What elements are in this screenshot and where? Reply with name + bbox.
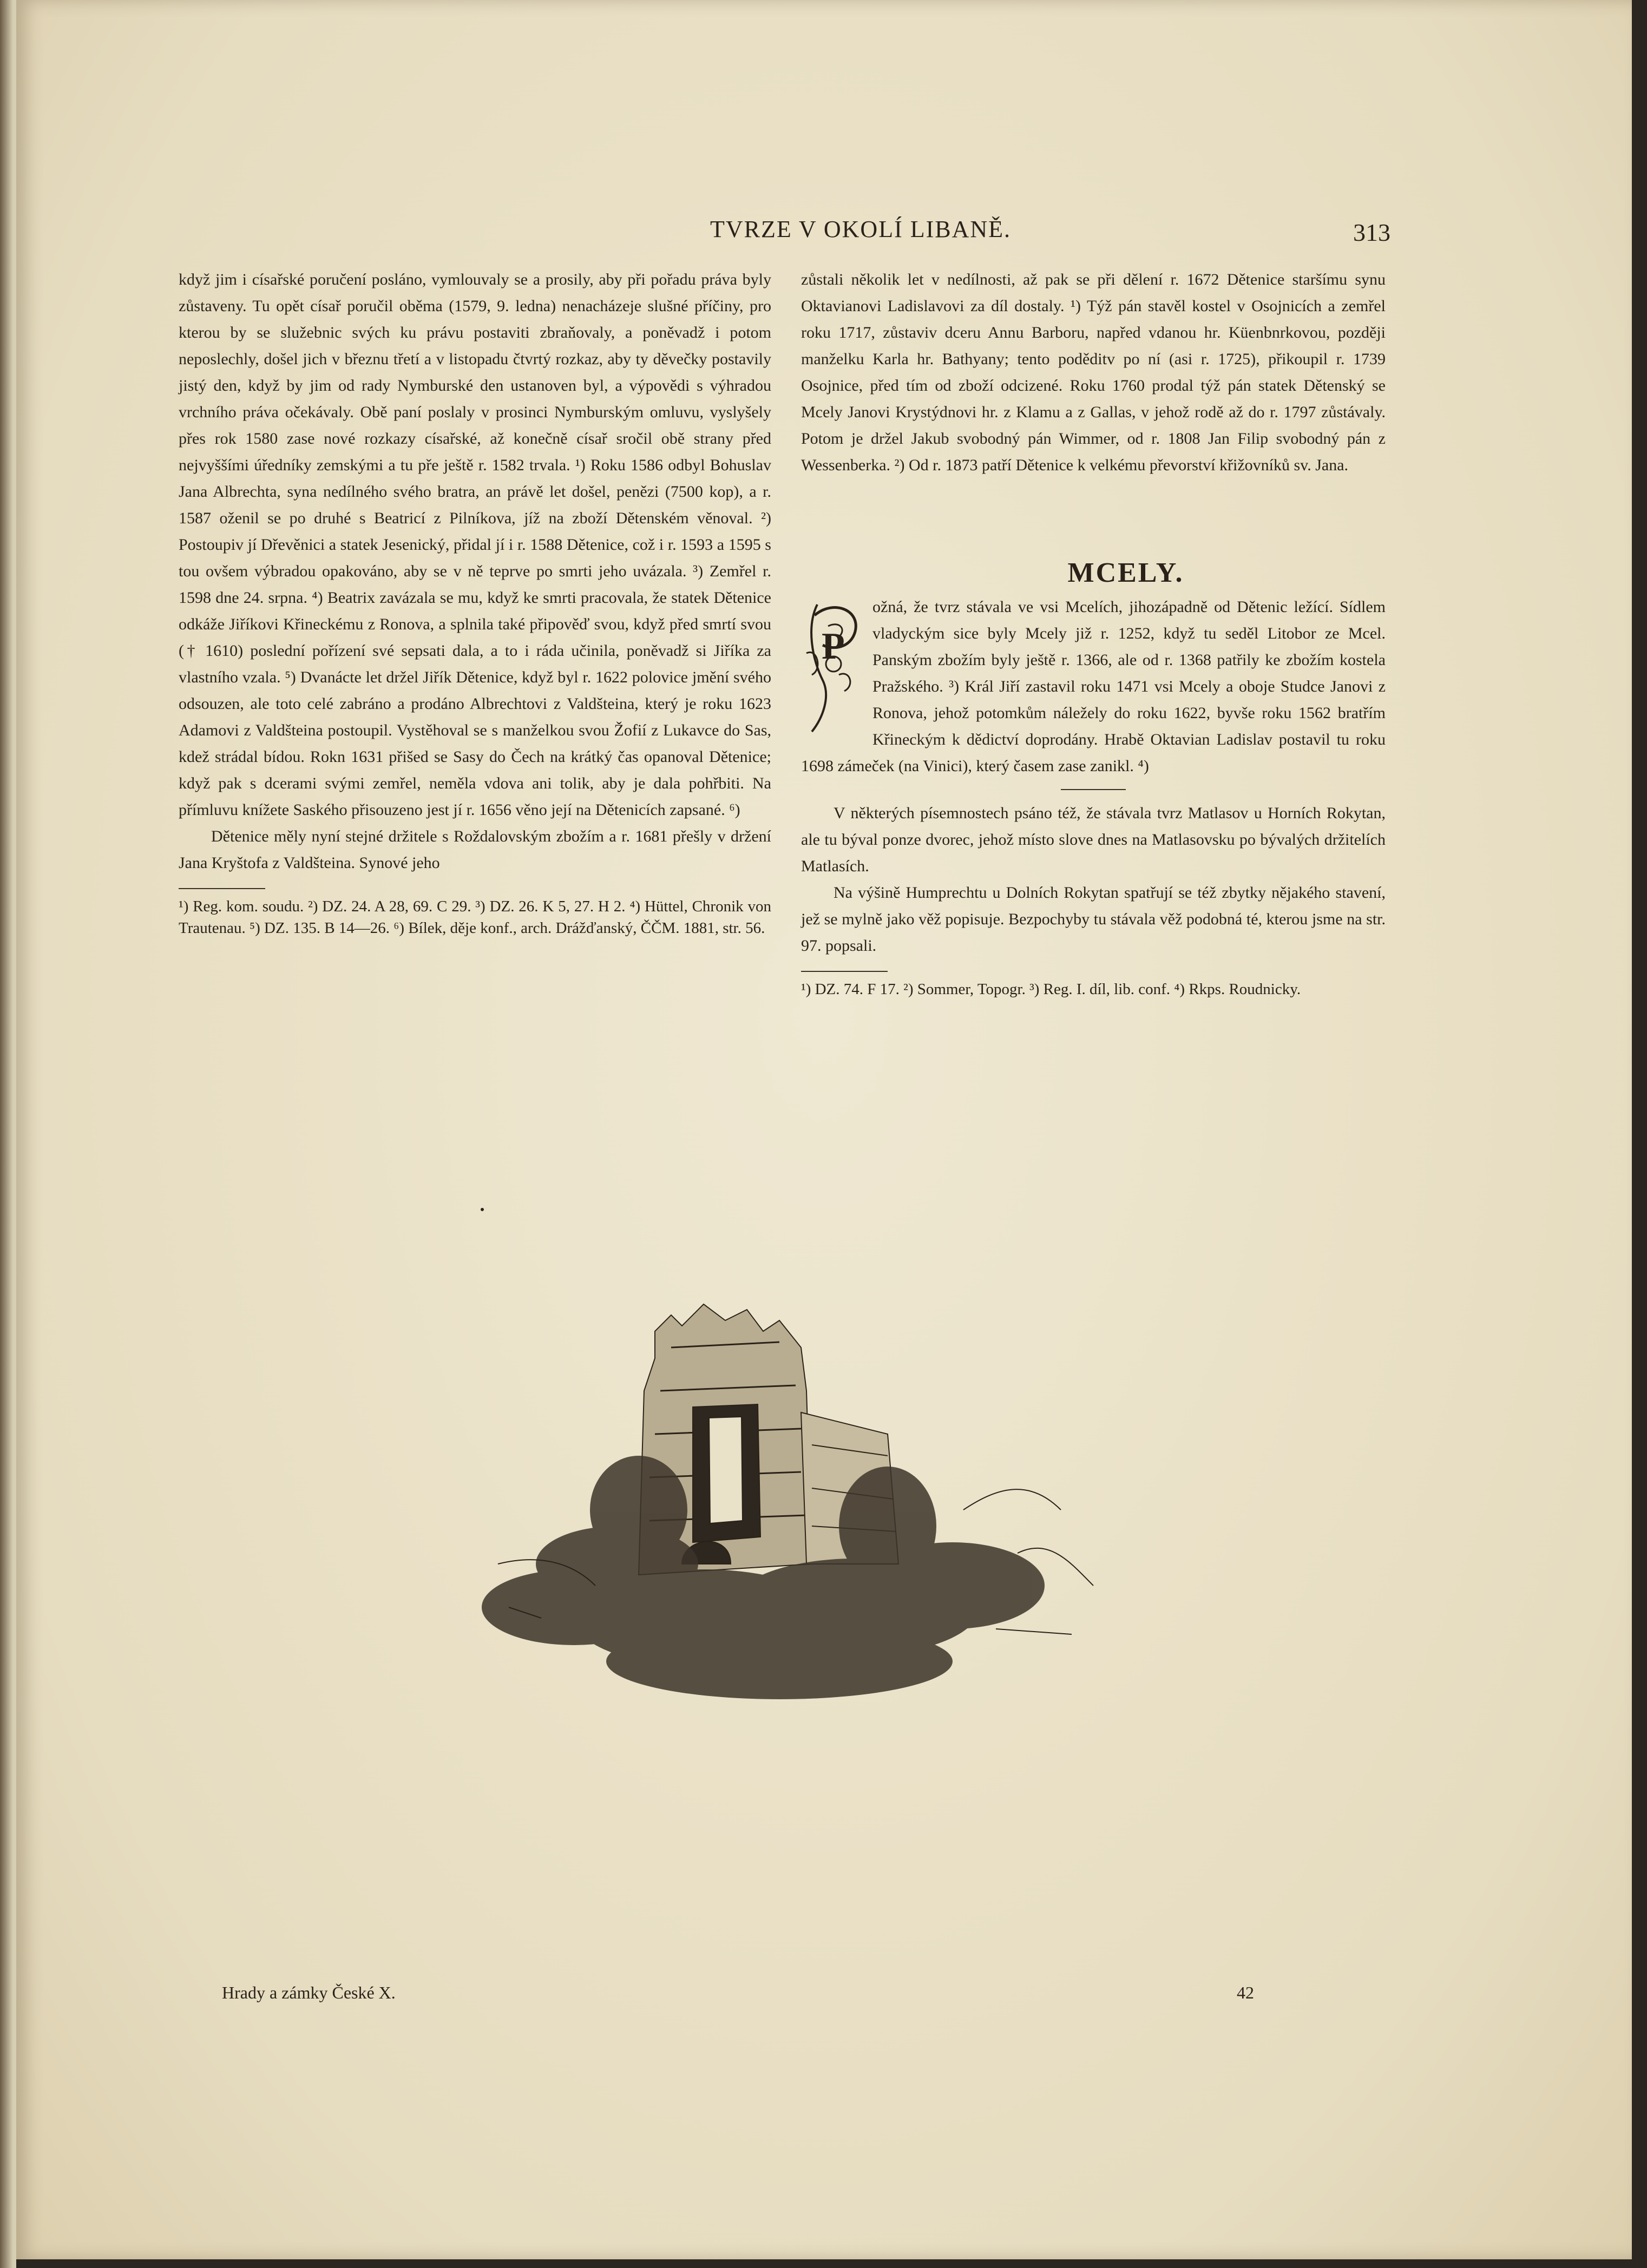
right-column <box>801 266 1386 1000</box>
dropcap-ornament <box>801 594 866 734</box>
footnote-divider <box>801 971 888 972</box>
book-page <box>16 0 1632 2259</box>
left-paragraph-2: Dětenice měly nyní stejné držitele s Roždalovským zbožím a r. 1681 přešly v držení Jana Kryštofa z Valdšteina. Synové jeho <box>179 827 771 872</box>
left-column <box>179 266 771 939</box>
right-footnotes: ¹) DZ. 74. F 17. ²) Sommer, Topogr. ³) Reg. I. díl, lib. conf. ⁴) Rkps. Roudnicky. <box>801 981 1301 998</box>
humprechtu-paragraph: Na výšině Humprechtu u Dolních Rokytan spatřují se též zbytky nějakého stavení, jež se mylně jako věž popisuje. Bezpochyby tu stávala věž podobná té, kterou jsme na str. 97. popsali. <box>801 884 1386 955</box>
left-footnotes: ¹) Reg. kom. soudu. ²) DZ. 24. A 28, 69. C 29. ³) DZ. 26. K 5, 27. H 2. ⁴) Hüttel, Chronik von Trautenau. ⁵) DZ. 135. B 14—26. ⁶) Bílek, děje konf., arch. Drážďanský, ČČM. 1881, str. 56. <box>179 898 771 937</box>
ink-dot <box>481 1208 484 1211</box>
ruined-tower-engraving <box>476 1283 1115 1732</box>
page-number: 313 <box>1353 219 1390 246</box>
matlasov-paragraph: V některých písemnostech psáno též, že stávala tvrz Matlasov u Horních Rokytan, ale tu býval ponze dvorec, jehož místo slove dnes na Matlasovsku po bývalých držitelích Matlasích. <box>801 804 1386 875</box>
section-divider <box>1061 789 1126 790</box>
section-title: MCELY. <box>1067 557 1184 588</box>
footer-signature: Hrady a zámky České X. <box>222 1983 396 2002</box>
running-title: TVRZE V OKOLÍ LIBANĚ. <box>710 216 1012 242</box>
left-paragraph-1: když jim i císařské poručení posláno, vymlouvaly se a prosily, aby při pořadu práva byly zůstaveny. Tu opět císař poručil oběma (1579, 9. ledna) nenacházeje slušné příčiny, pro kterou by se služebnic svých ku právu postaviti zbraňovaly, a poněvadž i potom neposlechly, došel jich v březnu třetí a v listopadu čtvrtý rozkaz, aby ty děvečky postavily jistý den, když by jim od rady Nymburské den ustanoven byl, a výpovědi s výhradou vrchního práva očekávaly. Obě paní poslaly v prosinci Nymburským omluvu, vyslyšely přes rok 1580 zase nové rozkazy císařské, až konečně císař sročil obě strany před nejvyššími úředníky zemskými a tu pře ještě r. 1582 trvala. ¹) Roku 1586 odbyl Bohuslav Jana Albrechta, syna nedílného svého bratra, an právě let došel, penězi (7500 kop), a r. 1587 oženil se po druhé s Beatricí z Pilníkova, jíž na zboží Dětenském věnoval. ²) Postoupiv jí Dřevěnici a statek Jesenický, přidal jí i r. 1588 Dětenice, což i r. 1593 a 1595 s tou ovšem výbradou opakováno, aby se v ně teprve po smrti jeho uvázala. ³) Zemřel r. 1598 dne 24. srpna. ⁴) Beatrix zavázala se mu, když ke smrti pracovala, že statek Dětenice odkáže Jiříkovi Křineckému z Ronova, a splnila také připověď svou, když před smrtí svou († 1610) poslední pořízení své sepsati dala, a to i ráda učinila, poněvadž si Jiříka za vlastního vzala. ⁵) Dvanácte let držel Jiřík Dětenice, když byl r. 1622 polovice jmění svého odsouzen, ale toto celé zabráno a prodáno Albrechtovi z Valdšteina, který je roku 1623 Adamovi z Valdšteina postoupil. Vystěhoval se s manželkou svou Žofií z Lukavce do Sas, kdež strádal bídou. Rokn 1631 přišed se Sasy do Čech na krátký čas opanoval Dětenice; když pak s dcerami svými zemřel, neměla vdova ani tolik, aby je dala pohřbiti. Na přímluvu knížete Saského přisouzeno jest jí r. 1656 věno její na Dětenicích zapsané. ⁶) <box>179 271 771 819</box>
ornamental-initial-icon <box>801 594 866 734</box>
right-paragraph-1: zůstali několik let v nedílnosti, až pak se při dělení r. 1672 Dětenice staršímu synu Oktavianovi Ladislavovi za díl dostaly. ¹) Týž pán stavěl kostel v Osojnicích a zemřel roku 1717, zůstaviv dceru Annu Barboru, napřed vdanou hr. Küenbnrkovou, později manželku Karla hr. Bathyany; tento poděditv po ní (asi r. 1725), přikoupil r. 1739 Osojnice, před tím od zboží odcizené. Roku 1760 prodal týž pán statek Dětenský se Mcely Janovi Krystýdnovi hr. z Klamu a z Gallas, v jehož rodě až do r. 1797 zůstávaly. Potom je držel Jakub svobodný pán Wimmer, od r. 1808 Jan Filip svobodný pán z Wessenberka. ²) Od r. 1873 patří Dětenice k velkému převorství křižovníků sv. Jana. <box>801 271 1386 474</box>
footer-sheet-number: 42 <box>1237 1983 1254 2002</box>
footnote-divider <box>179 888 265 889</box>
book-spine <box>0 0 16 2268</box>
mcely-paragraph: ožná, že tvrz stávala ve vsi Mcelích, jihozápadně od Dětenic ležící. Sídlem vladyckým sice byly Mcely již r. 1252, když tu seděl Litobor ze Mcel. Panským zbožím byly ještě r. 1366, ale od r. 1368 patřily ke zbožím kostela Pražského. ³) Král Jiří zastavil roku 1471 vsi Mcely a oboje Studce Janovi z Ronova, jehož potomkům náležely do roku 1622, byvše roku 1562 bratřím Křineckým k dědictví doprodány. Hrabě Oktavian Ladislav postavil tu roku 1698 zámeček (na Vinici), který časem zase zanikl. ⁴) <box>801 598 1386 775</box>
dropcap-letter: P <box>822 626 845 667</box>
